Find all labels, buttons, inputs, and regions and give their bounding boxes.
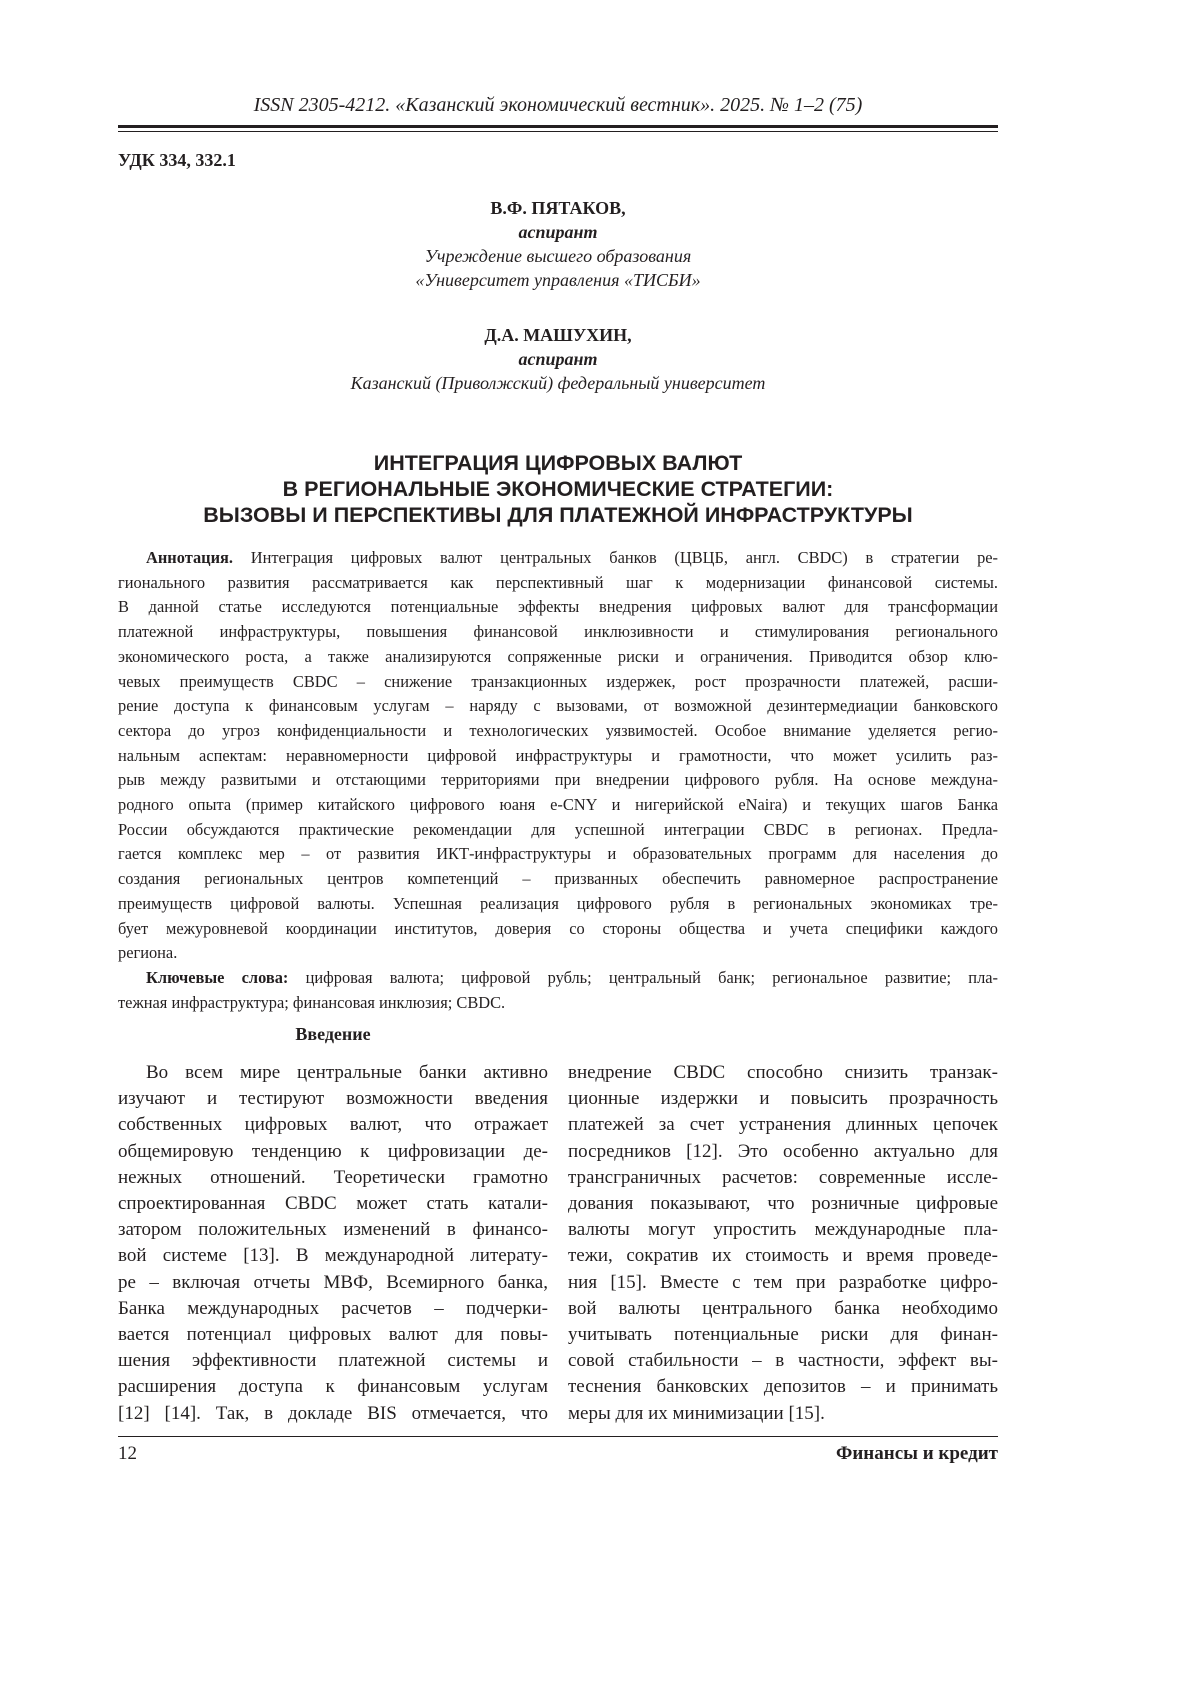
body-text-line: внедрение CBDC способно снизить транзак-	[568, 1062, 998, 1083]
abstract-line: родного опыта (пример китайского цифрового юаня e-CNY и нигерийской eNaira) и текущих шагов Банка	[118, 795, 998, 815]
journal-header: ISSN 2305-4212. «Казанский экономический вестник». 2025. № 1–2 (75)	[253, 94, 863, 116]
body-text-line: платежей за счет устранения длинных цепочек	[568, 1114, 998, 1136]
body-column-right	[568, 1060, 998, 1427]
body-text-line: общемировую тенденцию к цифровизации де-	[118, 1140, 548, 1162]
body-column-left	[118, 1060, 548, 1427]
body-text-line: Во всем мире центральные банки активно	[146, 1062, 548, 1083]
abstract-line: платежной инфраструктуры, повышения финансовой инклюзивности и стимулирования регионального	[118, 622, 998, 642]
abstract-line: гается комплекс мер – от развития ИКТ-инфраструктуры и образовательных программ для населения до	[118, 844, 998, 864]
body-text-line: расширения доступа к финансовым услугам	[118, 1376, 548, 1398]
page-number: 12	[118, 1443, 137, 1464]
abstract-line: преимуществ цифровой валюты. Успешная реализация цифрового рубля в региональных экономиках тре-	[118, 893, 998, 913]
body-text-line: вой системе [13]. В международной литерату-	[118, 1245, 548, 1267]
section-heading-introduction: Введение	[295, 1024, 371, 1044]
author-org: Учреждение высшего образования	[424, 246, 692, 266]
body-text-line: дования показывают, что розничные цифровые	[568, 1193, 998, 1215]
author-org: Казанский (Приволжский) федеральный университет	[350, 373, 766, 393]
abstract-line: бует межуровневой координации институтов, доверия со стороны общества и учета специфики каждого	[118, 918, 998, 938]
body-text-line: вой валюты центрального банка необходимо	[568, 1297, 998, 1319]
body-text-line: тежи, сократив их стоимость и время проведе-	[568, 1245, 998, 1267]
body-text-line: ния [15]. Вместе с тем при разработке цифро-	[568, 1271, 998, 1293]
body-text-line: спроектированная CBDC может стать катали-	[118, 1193, 548, 1215]
body-text-line: шения эффективности платежной системы и	[118, 1350, 548, 1372]
author-name: Д.А. МАШУХИН,	[484, 325, 632, 345]
title-line: ВЫЗОВЫ И ПЕРСПЕКТИВЫ ДЛЯ ПЛАТЕЖНОЙ ИНФРАСТРУКТУРЫ	[203, 503, 913, 527]
udk-code: УДК 334, 332.1	[118, 150, 236, 170]
abstract-line: сектора до угроз конфиденциальности и технологических уязвимостей. Особое внимание уделяется регио-	[118, 720, 998, 740]
abstract-text: Интеграция цифровых валют центральных банков (ЦВЦБ, англ. CBDC) в стратегии ре-	[233, 548, 998, 567]
abstract	[118, 546, 998, 1015]
abstract-line: региона.	[118, 943, 178, 963]
abstract-line: экономического роста, а также анализируются сопряженные риски и ограничения. Приводится обзор клю-	[118, 646, 998, 666]
article-title	[118, 450, 998, 528]
body-text-line: Банка международных расчетов – подчерки-	[118, 1297, 548, 1319]
header-rule-thick	[118, 125, 998, 128]
author-name: В.Ф. ПЯТАКОВ,	[490, 198, 626, 218]
keywords-label: Ключевые слова:	[146, 967, 289, 987]
body-text-line: совой стабильности – в частности, эффект вы-	[568, 1350, 998, 1372]
body-text-line: [12] [14]. Так, в докладе BIS отмечается, что	[118, 1402, 548, 1424]
body-text-line: теснения банковских депозитов – и принимать	[568, 1376, 998, 1398]
body-text-line: вается потенциал цифровых валют для повы-	[118, 1324, 548, 1346]
body-text-line: посредников [12]. Это особенно актуально для	[568, 1140, 998, 1162]
title-line: В РЕГИОНАЛЬНЫЕ ЭКОНОМИЧЕСКИЕ СТРАТЕГИИ:	[282, 477, 834, 501]
author-block-1	[118, 196, 998, 292]
abstract-label: Аннотация.	[146, 548, 234, 567]
footer-rule	[118, 1436, 998, 1437]
body-text-line: нежных отношений. Теоретически грамотно	[118, 1166, 548, 1188]
abstract-line: нальным аспектам: неравномерности цифровой инфраструктуры и грамотности, что может усилить раз-	[118, 745, 998, 765]
journal-section: Финансы и кредит	[836, 1443, 998, 1464]
author-role: аспирант	[518, 349, 598, 369]
body-text-line: затором положительных изменений в финансо-	[118, 1219, 548, 1241]
abstract-line	[118, 546, 998, 571]
abstract-line: рение доступа к финансовым услугам – наряду с вызовами, от возможной дезинтермедиации банковского	[118, 696, 998, 716]
author-org: «Университет управления «ТИСБИ»	[415, 270, 701, 290]
body-text-line: меры для их минимизации [15].	[568, 1402, 825, 1424]
author-block-2	[118, 323, 998, 395]
keywords-line: тежная инфраструктура; финансовая инклюзия; CBDC.	[118, 992, 506, 1012]
author-role: аспирант	[518, 222, 598, 242]
body-text-line: валюты могут упростить международные пла-	[568, 1219, 998, 1241]
title-line: ИНТЕГРАЦИЯ ЦИФРОВЫХ ВАЛЮТ	[373, 451, 743, 475]
abstract-line: чевых преимуществ CBDC – снижение транзакционных издержек, рост прозрачности платежей, расши-	[118, 671, 998, 691]
body-text-line: ционные издержки и повысить прозрачность	[568, 1088, 998, 1110]
abstract-line: рыв между развитыми и отстающими территориями при внедрении цифрового рубля. На основе междуна-	[118, 770, 998, 790]
body-text-line: ре – включая отчеты МВФ, Всемирного банка,	[118, 1271, 548, 1293]
abstract-line: В данной статье исследуются потенциальные эффекты внедрения цифровых валют для трансформации	[118, 597, 998, 617]
abstract-line: России обсуждаются практические рекомендации для успешной интеграции CBDC в регионах. Предла-	[118, 819, 998, 839]
abstract-line: гионального развития рассматривается как перспективный шаг к модернизации финансовой системы.	[118, 572, 998, 592]
abstract-line: создания региональных центров компетенций – призванных обеспечить равномерное распространение	[118, 869, 998, 889]
body-text-line: собственных цифровых валют, что отражает	[118, 1114, 548, 1136]
keywords-text: цифровая валюта; цифровой рубль; центральный банк; региональное развитие; пла-	[288, 967, 998, 987]
body-text-line: изучают и тестируют возможности введения	[118, 1088, 548, 1110]
body-text-line: учитывать потенциальные риски для финан-	[568, 1324, 998, 1346]
header-rule-thin	[118, 131, 998, 132]
keywords-line	[118, 966, 998, 991]
body-text-line: трансграничных расчетов: современные иссле-	[568, 1166, 998, 1188]
